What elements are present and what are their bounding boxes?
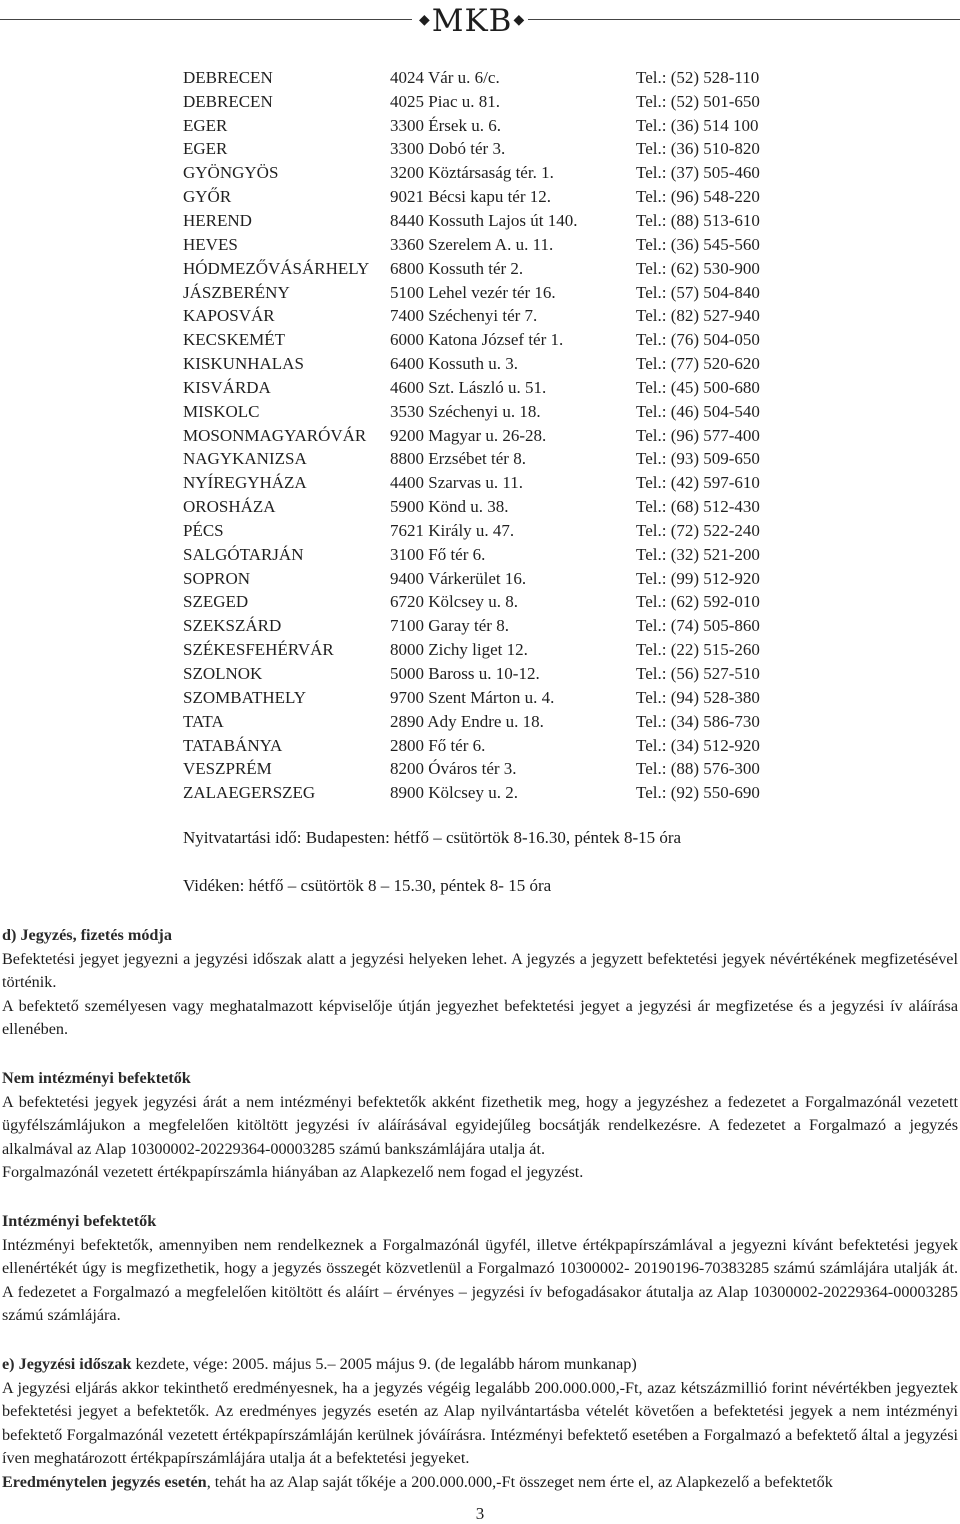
branch-address: 6000 Katona József tér 1. [390,330,564,350]
branch-city: SZEGED [183,592,249,612]
branch-city: OROSHÁZA [183,497,276,517]
branch-row [183,304,796,328]
branch-city: VESZPRÉM [183,759,272,779]
branch-city: SZEKSZÁRD [183,616,282,636]
branch-row [183,281,796,305]
branch-address: 6720 Kölcsey u. 8. [390,592,518,612]
branch-address: 3360 Szerelem A. u. 11. [390,234,554,254]
branch-address: 9021 Bécsi kapu tér 12. [390,187,551,207]
branch-phone: Tel.: (88) 576-300 [636,759,760,779]
branch-phone: Tel.: (36) 510-820 [636,139,760,159]
branch-city: GYŐR [183,187,232,207]
branch-address: 4025 Piac u. 81. [390,91,501,111]
non-institutional-heading: Nem intézményi befektetők [2,1069,191,1087]
branch-phone: Tel.: (76) 504-050 [636,330,760,350]
branch-address: 6400 Kossuth u. 3. [390,354,518,374]
branch-row [183,328,796,352]
branch-city: DEBRECEN [183,67,273,87]
mkb-logo: ◆MKB◆ [419,3,526,39]
branch-row [183,495,796,519]
opening-hours-videken: Vidéken: hétfő – csütörtök 8 – 15.30, péntek 8- 15 óra [183,876,552,895]
branch-phone: Tel.: (62) 530-900 [636,258,760,278]
branch-city: SOPRON [183,568,251,588]
institutional-paragraph-1: Intézményi befektetők, amennyiben nem rendelkeznek a Forgalmazónál ügyfél, illetve értékpapírszámlával a jegyezni kívánt befektetési jegyek ellenértékét úgy is megfizethetik, hogy a jegyzés összegét közvetlenül a Forgalmazó 10300002- 20190196-70383285 számú számlájára utalják át. A fedezetet a Forgalmazó a megfelelően kitöltött és aláírt – érvényes – jegyzési ív befogadásakor átutalja az Alap 10300002-20229364-00003285 számú számlájára. [2,1235,958,1324]
branch-city: ZALAEGERSZEG [183,783,316,803]
branch-row [183,710,796,734]
branch-row [183,114,796,138]
branch-phone: Tel.: (94) 528-380 [636,687,760,707]
non-institutional-paragraph-2: Forgalmazónál vezetett értékpapírszámla hiányában az Alapkezelő nem fogad el jegyzést. [2,1163,584,1181]
branch-city: SZOLNOK [183,664,263,684]
branch-phone: Tel.: (22) 515-260 [636,640,760,660]
branch-address: 8200 Óváros tér 3. [390,759,517,779]
branch-city: JÁSZBERÉNY [183,282,290,302]
branch-row [183,781,796,805]
branch-row [183,257,796,281]
branch-address: 3100 Fő tér 6. [390,544,486,564]
branch-row [183,567,796,591]
section-d-heading: d) Jegyzés, fizetés módja [2,926,172,944]
branch-phone: Tel.: (46) 504-540 [636,401,760,421]
branch-address: 3200 Köztársaság tér. 1. [390,163,554,183]
non-institutional-section [2,1067,958,1185]
branch-city: MISKOLC [183,401,260,421]
branch-row [183,400,796,424]
unsuccessful-subscription-label: Eredménytelen jegyzés esetén [2,1472,207,1491]
branch-address: 3300 Dobó tér 3. [390,139,506,159]
branch-address: 5100 Lehel vezér tér 16. [390,282,556,302]
branch-phone: Tel.: (93) 509-650 [636,449,760,469]
branch-row [183,543,796,567]
section-d [2,924,958,1042]
branch-address: 4400 Szarvas u. 11. [390,473,523,493]
branch-address: 4024 Vár u. 6/c. [390,67,500,87]
section-e-heading: e) Jegyzési időszak [2,1355,132,1373]
branch-city: HEREND [183,210,252,230]
branch-phone: Tel.: (36) 545-560 [636,234,760,254]
branch-address: 2800 Fő tér 6. [390,735,486,755]
branch-city: PÉCS [183,520,224,540]
branch-city: GYÖNGYÖS [183,163,279,183]
header-rule-left [0,19,412,20]
branch-city: KISKUNHALAS [183,354,304,374]
branch-city: SZOMBATHELY [183,687,306,707]
branch-phone: Tel.: (74) 505-860 [636,616,760,636]
branch-phone: Tel.: (34) 586-730 [636,711,760,731]
branch-address: 8900 Kölcsey u. 2. [390,783,518,803]
branch-phone: Tel.: (32) 521-200 [636,544,760,564]
branch-address: 2890 Ady Endre u. 18. [390,711,544,731]
branch-city: TATA [183,711,224,731]
branch-row [183,471,796,495]
branch-row [183,161,796,185]
branch-phone: Tel.: (36) 514 100 [636,115,759,135]
header-rule-right [528,19,960,20]
branch-city: EGER [183,139,228,159]
branch-address: 8000 Zichy liget 12. [390,640,528,660]
branch-row [183,185,796,209]
branch-city: KISVÁRDA [183,377,271,397]
branch-phone: Tel.: (96) 577-400 [636,425,760,445]
page-header [0,0,960,40]
branch-row [183,90,796,114]
institutional-section [2,1210,958,1328]
branch-phone: Tel.: (68) 512-430 [636,497,760,517]
branch-phone: Tel.: (99) 512-920 [636,568,760,588]
section-d-paragraph-1: Befektetési jegyet jegyezni a jegyzési időszak alatt a jegyzési helyeken lehet. A jegyzés a jegyzett befektetési jegyek névértékének megfizetésével történik. [2,949,958,991]
branch-address: 9200 Magyar u. 26-28. [390,425,547,445]
branch-phone: Tel.: (37) 505-460 [636,163,760,183]
section-e-paragraph-2-text: , tehát ha az Alap saját tőkéje a 200.000.000,-Ft összeget nem érte el, az Alapkezelő a befektetők [206,1472,833,1491]
opening-hours-budapest: Nyitvatartási idő: Budapesten: hétfő – csütörtök 8-16.30, péntek 8-15 óra [183,828,682,847]
branch-row [183,66,796,90]
branch-city: KECSKEMÉT [183,330,285,350]
branch-phone: Tel.: (96) 548-220 [636,187,760,207]
section-e [2,1353,958,1494]
branch-address: 3300 Érsek u. 6. [390,115,501,135]
branch-city: DEBRECEN [183,91,273,111]
branch-phone: Tel.: (62) 592-010 [636,592,760,612]
branch-row [183,138,796,162]
branch-row [183,424,796,448]
branch-row [183,662,796,686]
branch-phone: Tel.: (72) 522-240 [636,520,760,540]
section-d-paragraph-2: A befektető személyesen vagy meghatalmazott képviselője útján jegyezhet befektetési jegyet a jegyzési ár megfizetése és a jegyzési ív aláírása ellenében. [2,996,958,1038]
branch-row [183,209,796,233]
branch-phone: Tel.: (45) 500-680 [636,377,760,397]
branch-row [183,638,796,662]
branch-city: KAPOSVÁR [183,306,275,326]
branch-phone: Tel.: (88) 513-610 [636,210,760,230]
branch-city: NAGYKANIZSA [183,449,307,469]
page-number: 3 [475,1504,485,1523]
branch-phone: Tel.: (77) 520-620 [636,354,760,374]
branch-phone: Tel.: (92) 550-690 [636,783,760,803]
branch-address: 5000 Baross u. 10-12. [390,664,540,684]
branch-address: 6800 Kossuth tér 2. [390,258,524,278]
branch-address: 7100 Garay tér 8. [390,616,509,636]
branch-phone: Tel.: (52) 528-110 [636,67,760,87]
branch-row [183,376,796,400]
branch-phone: Tel.: (52) 501-650 [636,91,760,111]
branch-city: HEVES [183,234,238,254]
branch-row [183,686,796,710]
institutional-heading: Intézményi befektetők [2,1212,157,1230]
non-institutional-paragraph-1: A befektetési jegyek jegyzési árát a nem intézményi befektetők akként fizethetik meg, hogy a jegyzéshez a fedezetet a Forgalmazónál vezetett ügyfélszámlájukon a megfelelően kitöltött jegyzési ív aláírásával egyidejűleg bocsátják rendelkezésre. A fedezetet a Forgalmazó a jegyzés alkalmával az Alap 10300002-20229364-00003285 számú bankszámlájára utalja át. [2,1092,958,1158]
branch-address: 9400 Várkerület 16. [390,568,527,588]
branch-address: 8440 Kossuth Lajos út 140. [390,210,578,230]
branch-phone: Tel.: (82) 527-940 [636,306,760,326]
branch-address: 8800 Erzsébet tér 8. [390,449,526,469]
branch-phone: Tel.: (42) 597-610 [636,473,760,493]
branch-city: MOSONMAGYARÓVÁR [183,425,367,445]
branch-address: 5900 Könd u. 38. [390,497,509,517]
branch-address: 9700 Szent Márton u. 4. [390,687,555,707]
branch-address: 4600 Szt. László u. 51. [390,377,547,397]
branch-city: TATABÁNYA [183,735,283,755]
branch-city: EGER [183,115,228,135]
branch-address: 3530 Széchenyi u. 18. [390,401,541,421]
branch-row [183,448,796,472]
section-e-heading-line [2,1353,958,1377]
section-e-paragraph-1: A jegyzési eljárás akkor tekinthető eredményesnek, ha a jegyzés végéig legalább 200.000.000,-Ft, azaz kétszázmillió forint névértékben jegyeztek befektetési jegyet a befektetők. Az eredményes jegyzés esetén az Alap nyilvántartásba vételét követően a befektetési jegyek a nem intézményi befektető Forgalmazónál vezetett értékpapírszámláján kerülnek jóváírásra. Intézményi befektető esetében a Forgalmazó a befektető által a jegyzési íven meghatározott értékpapírszámlájára utalja át a befektetési jegyeket. [2,1378,958,1467]
branch-address: 7621 Király u. 47. [390,520,515,540]
branch-row [183,519,796,543]
branch-city: NYÍREGYHÁZA [183,473,307,493]
branch-row [183,352,796,376]
branch-list [183,66,796,805]
branch-phone: Tel.: (34) 512-920 [636,735,760,755]
section-e-paragraph-2 [2,1471,958,1495]
branch-row [183,591,796,615]
branch-row [183,734,796,758]
branch-city: SZÉKESFEHÉRVÁR [183,640,334,660]
branch-phone: Tel.: (57) 504-840 [636,282,760,302]
branch-row [183,757,796,781]
branch-phone: Tel.: (56) 527-510 [636,664,760,684]
branch-address: 7400 Széchenyi tér 7. [390,306,538,326]
branch-city: HÓDMEZŐVÁSÁRHELY [183,258,370,278]
section-e-dates: kezdete, vége: 2005. május 5.– 2005 május 9. (de legalább három munkanap) [131,1355,637,1373]
branch-row [183,233,796,257]
branch-row [183,614,796,638]
branch-city: SALGÓTARJÁN [183,544,304,564]
